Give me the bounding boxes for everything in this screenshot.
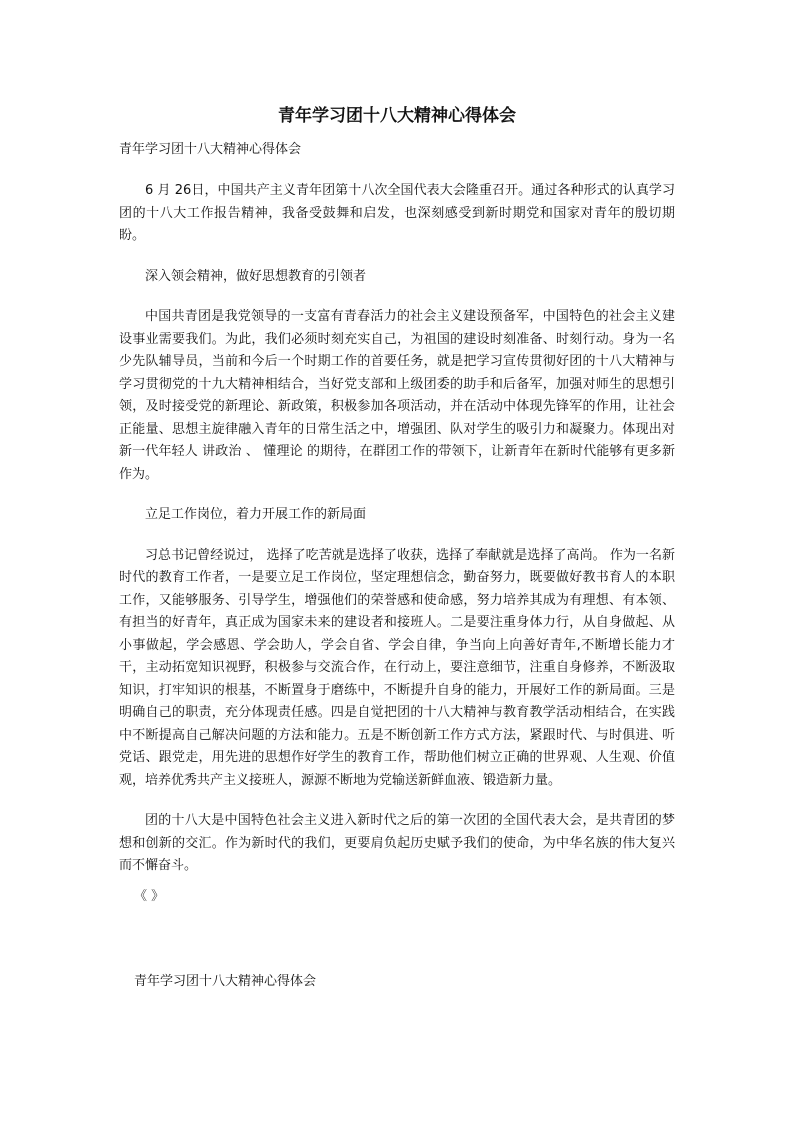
section-heading-1: 深入领会精神，做好思想教育的引领者 bbox=[145, 268, 367, 284]
section-heading-2: 立足工作岗位，着力开展工作的新局面 bbox=[145, 507, 367, 522]
paragraph-conclusion: 团的十八大是中国特色社会主义进入新时代之后的第一次团的全国代表大会，是共青团的梦想和创新的交汇。作为新时代的我们，更要肩负起历史赋予我们的使命，为中华名族的伟大复兴而不懈奋斗。 bbox=[119, 813, 675, 873]
paragraph-section-1: 中国共青团是我党领导的一支富有青春活力的社会主义建设预备军，中国特色的社会主义建设事业需要我们。为此，我们必须时刻充实自己，为祖国的建设时刻准备、时刻行动。身为一名少先队辅导员，当前和今后一个时期工作的首要任务，就是把学习宣传贯彻好团的十八大精神与学习贯彻党的十九大精神相结合，当好党支部和上级团委的助手和后备军，加强对师生的思想引领，及时接受党的新理论、新政策，积极参加各项活动，并在活动中体现先锋军的作用，让社会正能量、思想主旋律融入青年的日常生活之中，增强团、队对学生的吸引力和凝聚力。体现出对新一代年轻人 讲政治 、 懂理论 的期待，在群团工作的带领下，让新青年在新时代能够有更多新作为。 bbox=[119, 309, 675, 482]
document-title: 青年学习团十八大精神心得体会 bbox=[278, 106, 516, 126]
paragraph-intro: 6 月 26日，中国共产主义青年团第十八次全国代表大会隆重召开。通过各种形式的认真学习团的十八大工作报告精神，我备受鼓舞和启发，也深刻感受到新时期党和国家对青年的殷切期盼。 bbox=[119, 183, 675, 243]
document-body bbox=[119, 180, 675, 896]
paragraph-section-2: 习总书记曾经说过， 选择了吃苦就是选择了收获，选择了奉献就是选择了高尚。 作为一名新时代的教育工作者，一是要立足工作岗位，坚定理想信念，勤奋努力，既要做好教书育人的本职工作，又能够服务、引导学生，增强他们的荣誉感和使命感，努力培养其成为有理想、有本领、有担当的好青年，真正成为国家未来的建设者和接班人。二是要注重身体力行，从自身做起、从小事做起，学会感恩、学会助人，学会自省、学会自律，争当向上向善好青年,不断增长能力才干，主动拓宽知识视野，积极参与交流合作，在行动上，要注意细节，注重自身修养，不断汲取知识，打牢知识的根基，不断置身于磨练中，不断提升自身的能力，开展好工作的新局面。三是明确自己的职责，充分体现责任感。四是自觉把团的十八大精神与教育教学活动相结合，在实践中不断提高自己解决问题的方法和能力。五是不断创新工作方式方法，紧跟时代、与时俱进、听党话、跟党走，用先进的思想作好学生的教育工作，帮助他们树立正确的世界观、人生观、价值观，培养优秀共产主义接班人，源源不断地为党输送新鲜血液、锻造新力量。 bbox=[119, 547, 675, 788]
empty-brackets: 《 》 bbox=[134, 889, 165, 904]
document-subtitle: 青年学习团十八大精神心得体会 bbox=[119, 142, 302, 157]
footer-title: 青年学习团十八大精神心得体会 bbox=[134, 974, 317, 989]
